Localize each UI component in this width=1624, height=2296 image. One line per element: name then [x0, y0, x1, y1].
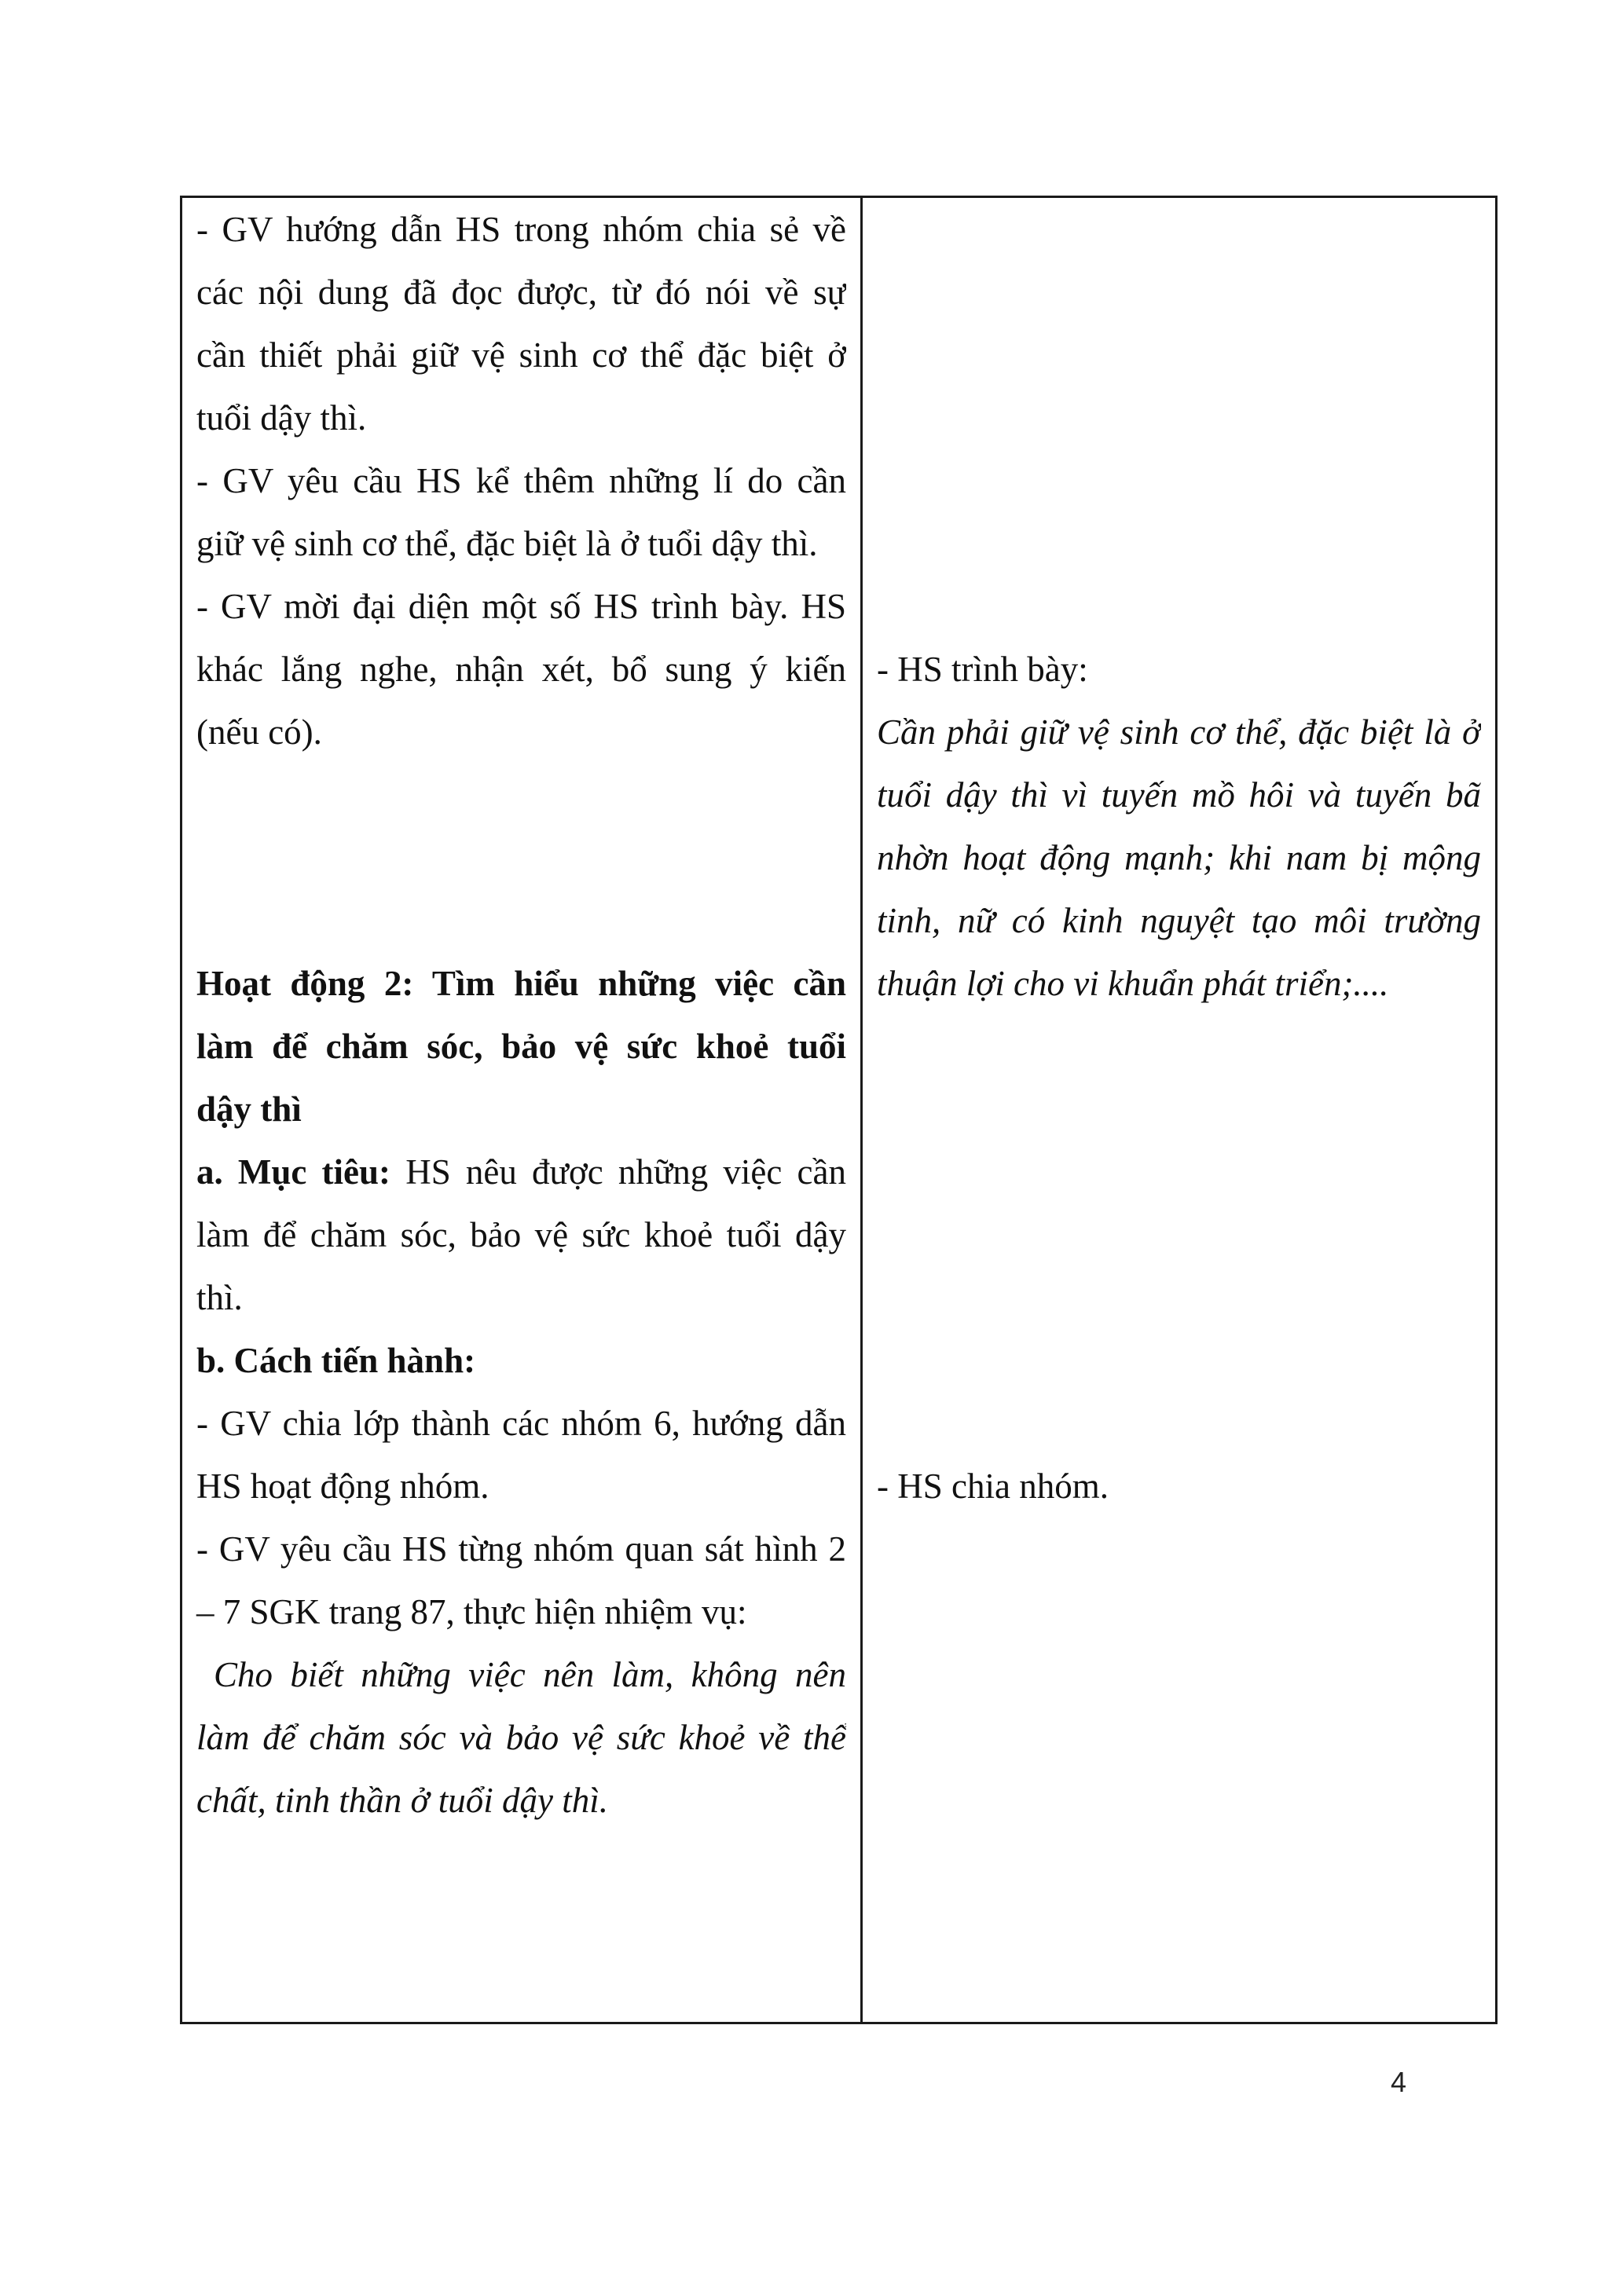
- teacher-activity-column: [182, 198, 863, 2022]
- group-label: - HS chia nhóm.: [877, 1467, 1109, 1506]
- left-line: (nếu có).: [196, 712, 322, 752]
- left-line: làm để chăm sóc, bảo vệ sức khoẻ tuổi dậy: [196, 1215, 846, 1254]
- student-activity-column: [863, 198, 1495, 2022]
- objective-text: HS nêu được những việc cần: [390, 1152, 846, 1192]
- task-line: làm để chăm sóc và bảo vệ sức khoẻ về thể: [196, 1718, 846, 1757]
- answer-line: Cần phải giữ vệ sinh cơ thể, đặc biệt là ở: [877, 712, 1481, 752]
- activity-title-line: làm để chăm sóc, bảo vệ sức khoẻ tuổi: [196, 1027, 846, 1066]
- answer-line: thuận lợi cho vi khuẩn phát triển;....: [877, 964, 1389, 1003]
- task-line: Cho biết những việc nên làm, không nên: [214, 1655, 846, 1694]
- procedure-label: b. Cách tiến hành:: [196, 1341, 476, 1380]
- left-line: - GV chia lớp thành các nhóm 6, hướng dẫn: [196, 1404, 846, 1443]
- left-line: - GV yêu cầu HS kể thêm những lí do cần: [196, 461, 846, 500]
- answer-line: nhờn hoạt động mạnh; khi nam bị mộng: [877, 838, 1481, 877]
- lesson-table: [180, 196, 1498, 2024]
- left-line: các nội dung đã đọc được, từ đó nói về sự: [196, 273, 846, 312]
- left-line: - GV yêu cầu HS từng nhóm quan sát hình 2: [196, 1529, 846, 1569]
- present-label: - HS trình bày:: [877, 650, 1088, 689]
- page-number: 4: [1391, 2066, 1407, 2098]
- answer-line: tinh, nữ có kinh nguyệt tạo môi trường: [877, 901, 1481, 940]
- left-line: khác lắng nghe, nhận xét, bổ sung ý kiến: [196, 650, 846, 689]
- activity-title-line: dậy thì: [196, 1089, 302, 1129]
- left-line: tuổi dậy thì.: [196, 398, 367, 438]
- left-line: giữ vệ sinh cơ thể, đặc biệt là ở tuổi dậy thì.: [196, 524, 818, 563]
- objective-label: a. Mục tiêu:: [196, 1152, 391, 1192]
- answer-line: tuổi dậy thì vì tuyến mồ hôi và tuyến bã: [877, 775, 1481, 815]
- task-line: chất, tinh thần ở tuổi dậy thì.: [196, 1781, 608, 1820]
- left-line: – 7 SGK trang 87, thực hiện nhiệm vụ:: [196, 1592, 747, 1631]
- left-line: - GV mời đại diện một số HS trình bày. HS: [196, 587, 846, 626]
- activity-title-line: Hoạt động 2: Tìm hiểu những việc cần: [196, 964, 846, 1003]
- left-line: - GV hướng dẫn HS trong nhóm chia sẻ về: [196, 210, 846, 249]
- left-line: HS hoạt động nhóm.: [196, 1467, 489, 1506]
- left-line: thì.: [196, 1278, 243, 1317]
- left-line: cần thiết phải giữ vệ sinh cơ thể đặc biệt ở: [196, 335, 846, 375]
- objective-line: [196, 1141, 846, 1203]
